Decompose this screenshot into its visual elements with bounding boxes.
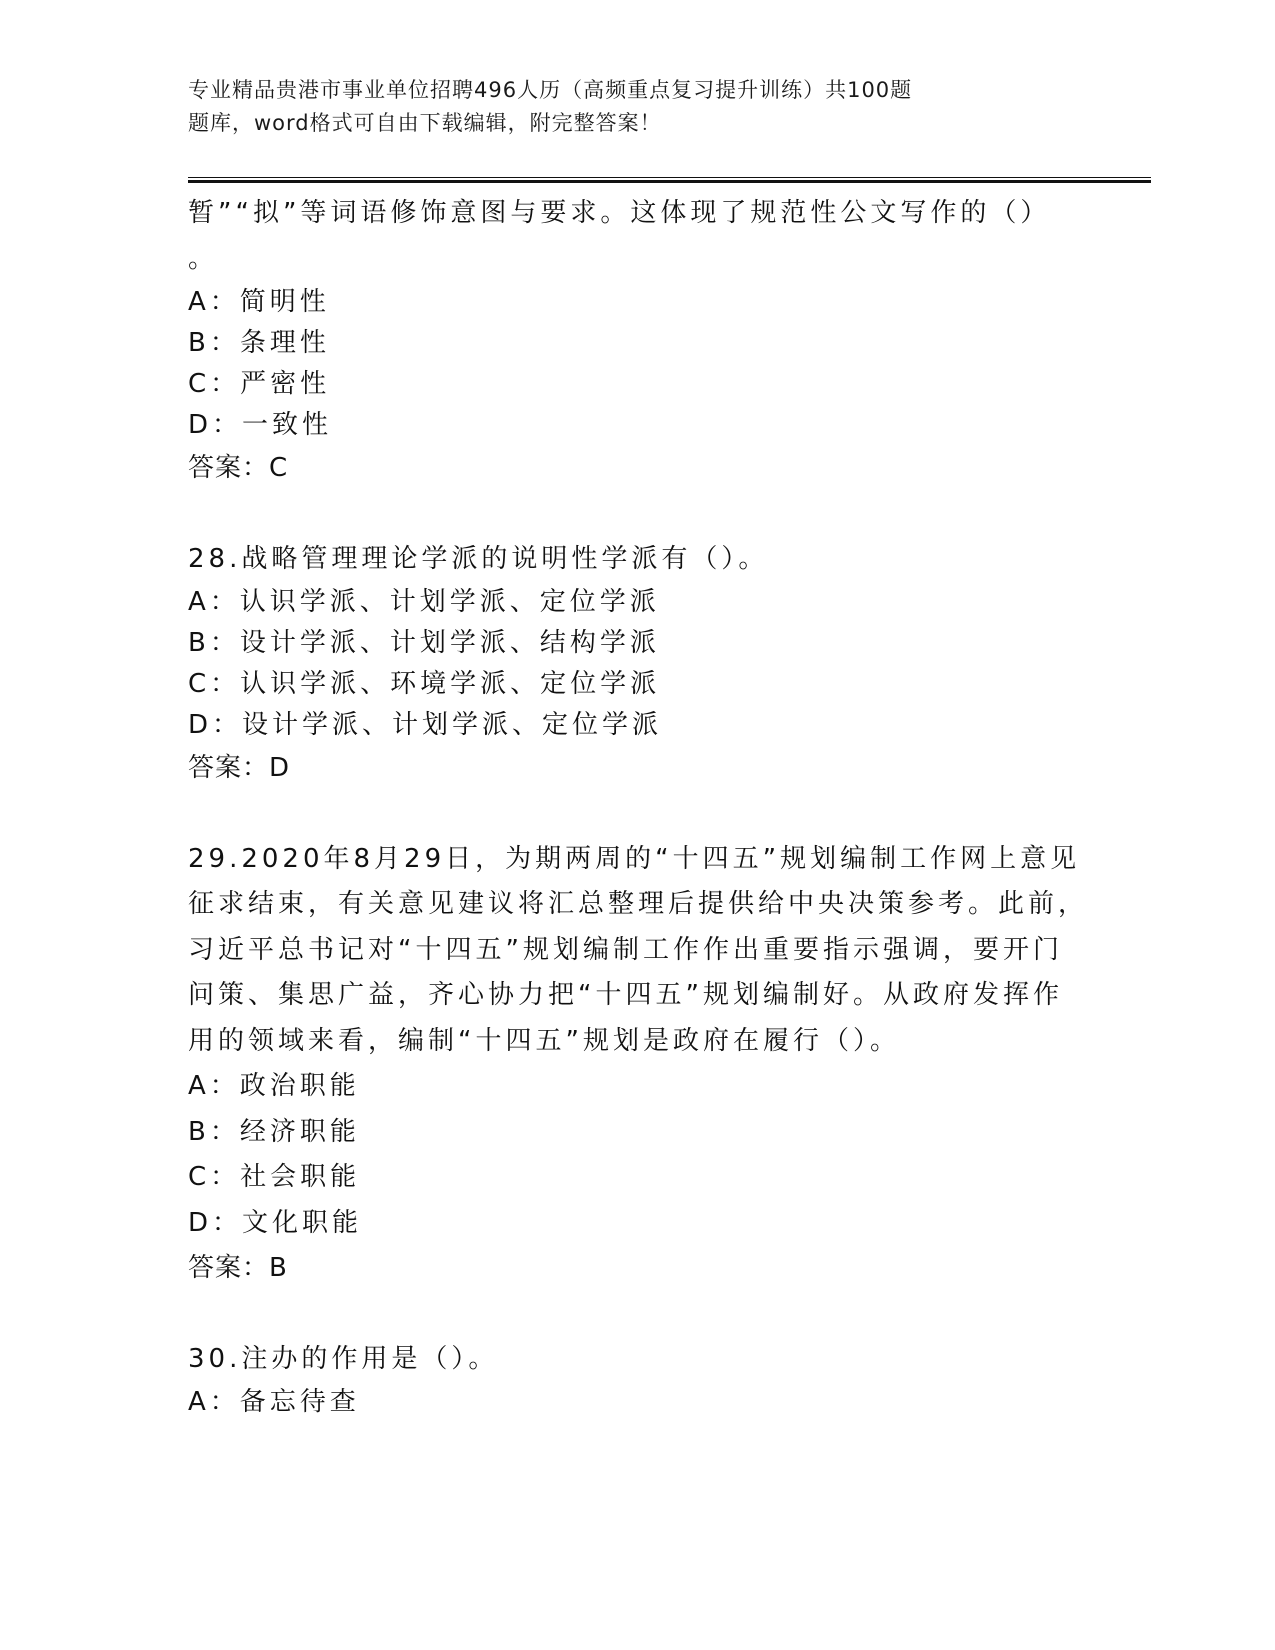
option-b: B：经济职能 — [188, 1116, 360, 1147]
question-text-line: 。 — [188, 243, 219, 274]
option-c: C：认识学派、环境学派、定位学派 — [188, 669, 661, 699]
question-text-line: 30.注办的作用是（）。 — [188, 1343, 499, 1374]
option-a: A：备忘待查 — [188, 1387, 360, 1417]
question-text-line: 征求结束，有关意见建议将汇总整理后提供给中央决策参考。此前， — [188, 889, 1089, 919]
header-rule-thin — [188, 177, 1151, 178]
question-30 — [188, 1337, 1088, 1424]
option-c: C：严密性 — [188, 369, 331, 399]
option-a: A：认识学派、计划学派、定位学派 — [188, 587, 660, 617]
question-text-line: 暂”“拟”等词语修饰意图与要求。这体现了规范性公文写作的（） — [188, 198, 1051, 228]
option-d: D：设计学派、计划学派、定位学派 — [188, 710, 663, 740]
question-text-line: 用的领域来看，编制“十四五”规划是政府在履行（）。 — [188, 1025, 900, 1056]
question-29 — [188, 837, 1088, 1292]
answer: 答案：C — [188, 453, 289, 483]
header-line-1: 专业精品贵港市事业单位招聘496人历（高频重点复习提升训练）共100题 — [188, 78, 913, 102]
option-d: D：文化职能 — [188, 1207, 363, 1238]
answer: 答案：B — [188, 1253, 288, 1283]
question-text-line: 28.战略管理理论学派的说明性学派有（）。 — [188, 543, 769, 574]
option-b: B：设计学派、计划学派、结构学派 — [188, 628, 660, 658]
question-text-line: 29.2020年8月29日，为期两周的“十四五”规划编制工作网上意见 — [188, 843, 1081, 874]
question-text-line: 问策、集思广益，齐心协力把“十四五”规划编制好。从政府发挥作 — [188, 980, 1063, 1010]
question-28 — [188, 537, 1088, 792]
question-text-line: 习近平总书记对“十四五”规划编制工作作出重要指示强调，要开门 — [188, 934, 1063, 965]
document-body — [188, 191, 1088, 1423]
header-rule-thick — [188, 180, 1151, 183]
document-header — [188, 74, 1028, 140]
header-line-2: 题库，word格式可自由下载编辑，附完整答案！ — [188, 111, 662, 135]
option-a: A：政治职能 — [188, 1071, 360, 1101]
option-d: D：一致性 — [188, 410, 333, 440]
answer: 答案：D — [188, 753, 291, 783]
question-27 — [188, 191, 1088, 492]
option-c: C：社会职能 — [188, 1162, 361, 1192]
option-b: B：条理性 — [188, 328, 330, 358]
option-a: A：简明性 — [188, 287, 330, 317]
